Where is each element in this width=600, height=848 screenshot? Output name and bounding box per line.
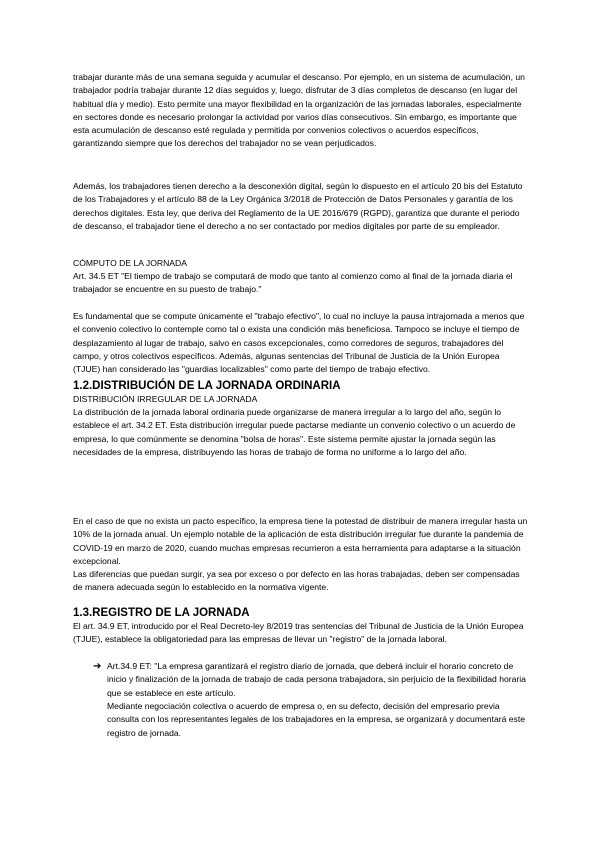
list-item bbox=[93, 660, 533, 740]
paragraph-art-34-5: Art. 34.5 ET "El tiempo de trabajo se computará de modo que tanto al comienzo como al final de la jornada diaria el trabajador se encuentre en su puesto de trabajo." bbox=[73, 271, 513, 295]
bullet-art-34-9: Art.34.9 ET: "La empresa garantizará el registro diario de jornada, que deberá incluir el horario concreto de inicio y finalización de la jornada de trabajo de cada persona trabajadora, sin perjuicio de la flexibilidad horaria que se establece en este artículo. bbox=[107, 661, 526, 698]
section-heading-1-2: 1.2.DISTRIBUCIÓN DE LA JORNADA ORDINARIA bbox=[73, 380, 341, 392]
computo-jornada-title: CÓMPUTO DE LA JORNADA bbox=[73, 258, 187, 268]
paragraph-registro-jornada: El art. 34.9 ET, introducido por el Real Decreto-ley 8/2019 tras sentencias del Tribunal de Justicia de la Unión Europea (TJUE), establece la obligatoriedad para las empresas de llevar un "registro" de la jornada laboral. bbox=[73, 621, 524, 645]
paragraph-distribucion-ordinaria: La distribución de la jornada laboral ordinaria puede organizarse de manera irregular a lo largo del año, según lo establece el art. 34.2 ET. Esta distribución irregular puede pactarse mediante un convenio colectivo o un acuerdo de empresa, lo que comúnmente se denomina "bolsa de horas". Este sistema permite ajustar la jornada según las necesidades de la empresa, distribuyendo las horas de trabajo de forma no uniforme a lo largo del año. bbox=[73, 407, 516, 457]
paragraph-diferencias-compensadas: Las diferencias que puedan surgir, ya sea por exceso o por defecto en las horas trabajadas, deben ser compensadas de manera adecuada según lo establecido en la normativa vigente. bbox=[73, 569, 520, 593]
arrow-right-icon: ➔ bbox=[93, 661, 102, 672]
paragraph-trabajo-efectivo: Es fundamental que se compute únicamente el "trabajo efectivo", lo cual no incluye la pausa intrajornada a menos que el convenio colectivo lo contemple como tal o exista una condición más beneficiosa. Tampoco se incluye el tiempo de desplazamiento al lugar de trabajo, salvo en casos excepcionales, como corredores de seguros, trabajadores del campo, y otros colectivos específicos. Además, algunas sentencias del Tribunal de Justicia de la Unión Europea (TJUE) han considerado las "guardias localizables" como parte del tiempo de trabajo efectivo. bbox=[73, 311, 525, 375]
paragraph-pacto-especifico: En el caso de que no exista un pacto específico, la empresa tiene la potestad de distribuir de manera irregular hasta un 10% de la jornada anual. Un ejemplo notable de la aplicación de esta distribución irregular fue durante la pandemia de COVID-19 en marzo de 2020, cuando muchas empresas recurrieron a esta herramienta para adaptarse a la situación excepcional. bbox=[73, 516, 528, 566]
paragraph-desconexion-digital: Además, los trabajadores tienen derecho a la desconexión digital, según lo dispuesto en el artículo 20 bis del Estatuto de los Trabajadores y el artículo 88 de la Ley Orgánica 3/2018 de Protección de Datos Personales y garantía de los derechos digitales. Esta ley, que deriva del Reglamento de la UE 2016/679 (RGPD), garantiza que durante el periodo de descanso, el trabajador tiene el derecho a no ser contactado por medios digitales por parte de su empleador. bbox=[73, 181, 523, 231]
section-heading-1-3: 1.3.REGISTRO DE LA JORNADA bbox=[73, 607, 250, 619]
subheading-distribucion-irregular: DISTRIBUCIÓN IRREGULAR DE LA JORNADA bbox=[73, 394, 258, 404]
paragraph-acumulacion-descanso: trabajar durante más de una semana seguida y acumular el descanso. Por ejemplo, en un sistema de acumulación, un trabajador podría trabajar durante 12 días seguidos y, luego, disfrutar de 3 días completos de descanso (en lugar del habitual día y medio). Esto permite una mayor flexibilidad en la organización de las jornadas laborales, especialmente en sectores donde es necesario prolongar la actividad por varios días consecutivos. Sin embargo, es importante que esta acumulación de descanso esté regulada y permitida por convenios colectivos o acuerdos específicos, garantizando siempre que los derechos del trabajador no se vean perjudicados. bbox=[73, 72, 525, 149]
bullet-negociacion-colectiva: Mediante negociación colectiva o acuerdo de empresa o, en su defecto, decisión del empresario previa consulta con los representantes legales de los trabajadores en la empresa, se organizará y documentará este registro de jornada. bbox=[107, 701, 525, 738]
